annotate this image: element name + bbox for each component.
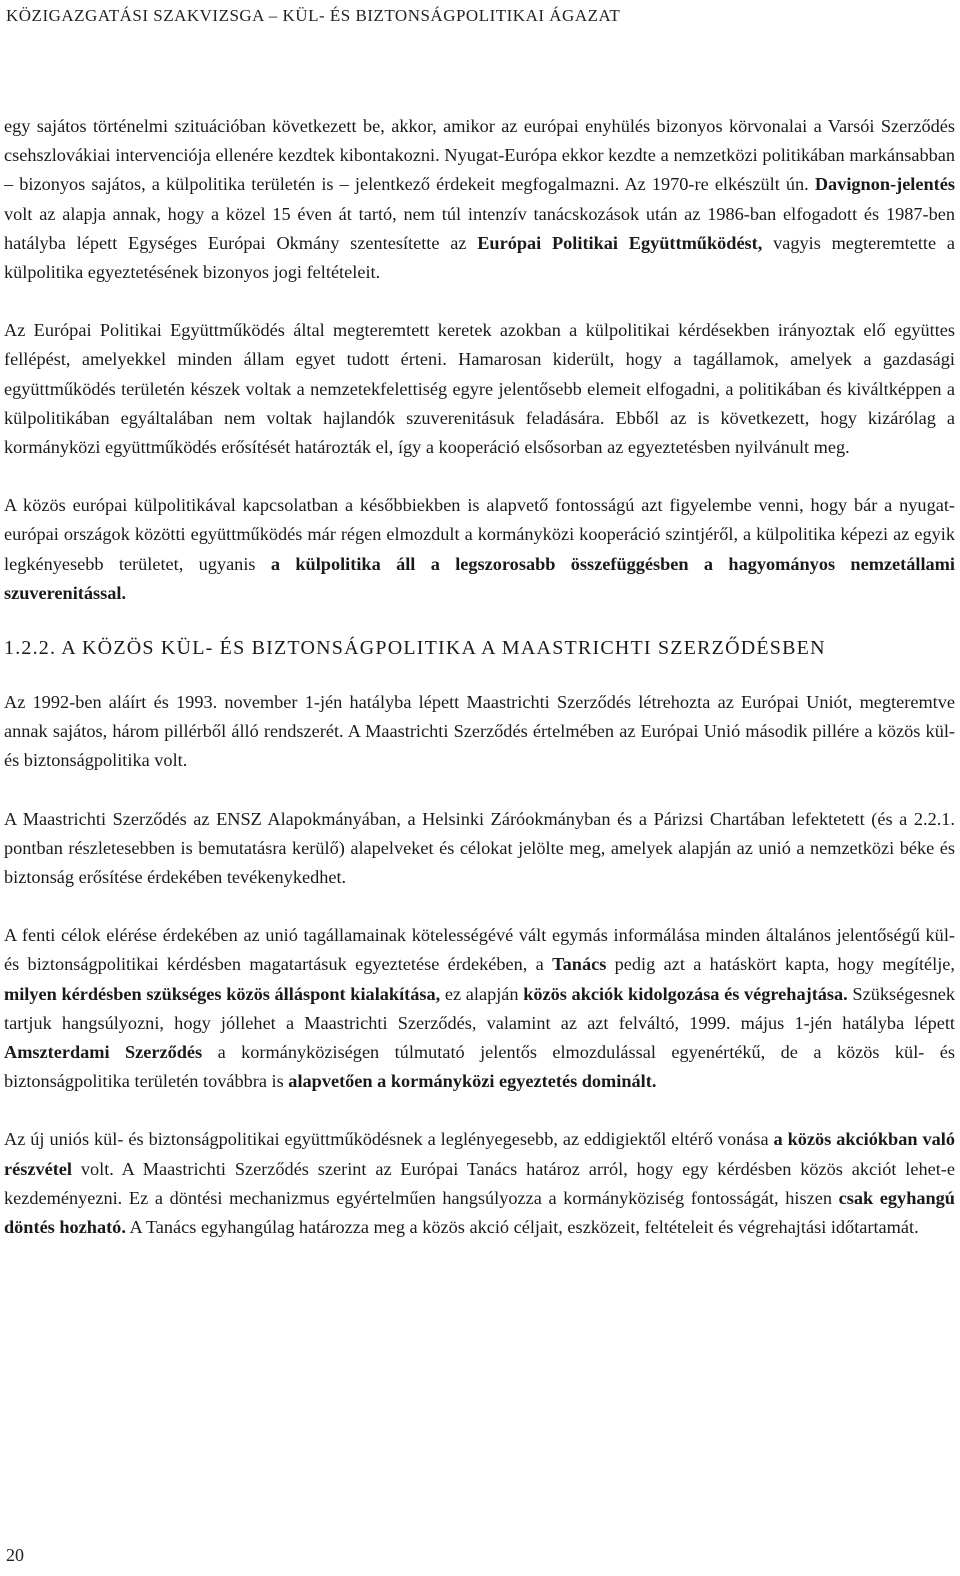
paragraph (4, 921, 955, 1096)
text-run: A Maastrichti Szerződés az ENSZ Alapokmányában, a Helsinki Záróokmányban és a Párizsi Chartában lefektetett (és a 2.2.1. pontban részletesebben is bemutatásra kerülő) alapelveket és célokat jelölte meg, amelyek alapján az unió a nemzetközi béke és biztonság erősítése érdekében tevékenykedhet. (4, 808, 955, 888)
text-run: vagyis megteremtette a külpolitika egyeztetésének bizonyos jogi feltételeit. (4, 232, 955, 283)
text-run: ez alapján (440, 983, 524, 1004)
section-heading: 1.2.2. A KÖZÖS KÜL- ÉS BIZTONSÁGPOLITIKA A MAASTRICHTI SZERZŐDÉSBEN (4, 637, 826, 660)
body-text-group-1 (4, 112, 955, 608)
text-run: Szükségesnek tartjuk hangsúlyozni, hogy jóllehet a Maastrichti Szerződés, valamint az azt felváltó, 1999. május 1-jén hatályba lépett (4, 983, 955, 1033)
paragraph (4, 316, 955, 462)
paragraph (4, 688, 955, 776)
paragraph (4, 491, 955, 608)
page-number: 20 (6, 1545, 24, 1565)
running-header: KÖZIGAZGATÁSI SZAKVIZSGA – KÜL- ÉS BIZTONSÁGPOLITIKAI ÁGAZAT (6, 6, 621, 25)
text-run: volt. A Maastrichti Szerződés szerint az Európai Tanács határoz arról, hogy egy kérdésben közös akciót lehet-e kezdeményezni. Ez a döntési mechanizmus egyértelműen hangsúlyozza a kormányköziség fontosságát, hiszen (4, 1158, 955, 1208)
page-body (4, 112, 955, 1271)
text-run: A fenti célok elérése érdekében az unió tagállamainak kötelességévé vált egymás informálása minden általános jelentőségű kül- és biztonságpolitikai kérdésben magatartásuk egyeztetése érdekében, a (4, 925, 955, 975)
emphasized-text: Tanács (552, 954, 607, 975)
text-run: a kormányköziségen túlmutató jelentős elmozdulással egyenértékű, de a közös kül- és biztonságpolitika területén továbbra is (4, 1042, 955, 1092)
emphasized-text: Európai Politikai Együttműködést, (477, 232, 763, 253)
paragraph (4, 112, 955, 287)
emphasized-text: milyen kérdésben szükséges közös álláspont kialakítása, (4, 983, 441, 1004)
text-run: pedig azt a hatáskört kapta, hogy megítélje, (606, 954, 955, 975)
emphasized-text: a közös akciókban való részvétel (4, 1129, 955, 1179)
text-run: Az új uniós kül- és biztonságpolitikai együttműködésnek a leglényegesebb, az eddigiektől eltérő vonása (4, 1129, 774, 1150)
emphasized-text: közös akciók kidolgozása és végrehajtása. (523, 983, 848, 1004)
text-run: A közös európai külpolitikával kapcsolatban a későbbiekben is alapvető fontosságú azt figyelembe venni, hogy bár a nyugat-európai országok közötti együttműködés már régen elmozdult a kormányközi kooperáció szintjéről, a külpolitika képezi az egyik legkényesebb területet, ugyanis (4, 495, 955, 574)
body-text-group-2 (4, 688, 955, 1242)
paragraph (4, 805, 955, 893)
emphasized-text: Amszterdami Szerződés (4, 1042, 203, 1063)
paragraph (4, 1125, 955, 1242)
text-run: Az Európai Politikai Együttműködés által megteremtett keretek azokban a külpolitikai kérdésekben irányoztak elő együttes fellépést, amelyekkel minden állam egyet tudott érteni. Hamarosan kiderült, hogy a tagállamok, amelyek a gazdasági együttműködés területén készek voltak a nemzetekfelettiség egyre jelentősebb elemeit elfogadni, a politikában és kiváltképpen a külpolitikában egyáltalában nem voltak hajlandók szuverenitásuk feladására. Ebből az is következett, hogy kizárólag a kormányközi együttműködés erősítését határozták el, így a kooperáció elsősorban az egyeztetésben nyilvánult meg. (4, 320, 955, 458)
emphasized-text: alapvetően a kormányközi egyeztetés dominált. (288, 1071, 657, 1092)
text-run: A Tanács egyhangúlag határozza meg a közös akció céljait, eszközeit, feltételeit és végrehajtási időtartamát. (125, 1217, 919, 1238)
text-run: Az 1992-ben aláírt és 1993. november 1-jén hatályba lépett Maastrichti Szerződés létrehozta az Európai Uniót, megteremtve annak sajátos, három pillérből álló rendszerét. A Maastrichti Szerződés értelmében az Európai Unió második pillére a közös kül- és biztonságpolitika volt. (4, 692, 955, 771)
text-run: egy sajátos történelmi szituációban következett be, akkor, amikor az európai enyhülés bizonyos körvonalai a Varsói Szerződés csehszlovákiai intervenciója ellenére kezdtek kibontakozni. Nyugat-Európa ekkor kezdte a nemzetközi politikában markánsabban – bizonyos sajátos, a külpolitika területén is – jelentkező érdekeit megfogalmazni. Az 1970-re elkészült ún. (4, 116, 955, 195)
text-run: volt az alapja annak, hogy a közel 15 éven át tartó, nem túl intenzív tanácskozások után az 1986-ban elfogadott és 1987-ben hatályba lépett Egységes Európai Okmány szentesítette az (4, 203, 955, 253)
emphasized-text: csak egyhangú döntés hozható. (4, 1187, 955, 1238)
emphasized-text: a külpolitika áll a legszorosabb összefüggésben a hagyományos nemzetállami szuverenitással. (4, 553, 955, 603)
emphasized-text: Davignon-jelentés (814, 174, 955, 195)
